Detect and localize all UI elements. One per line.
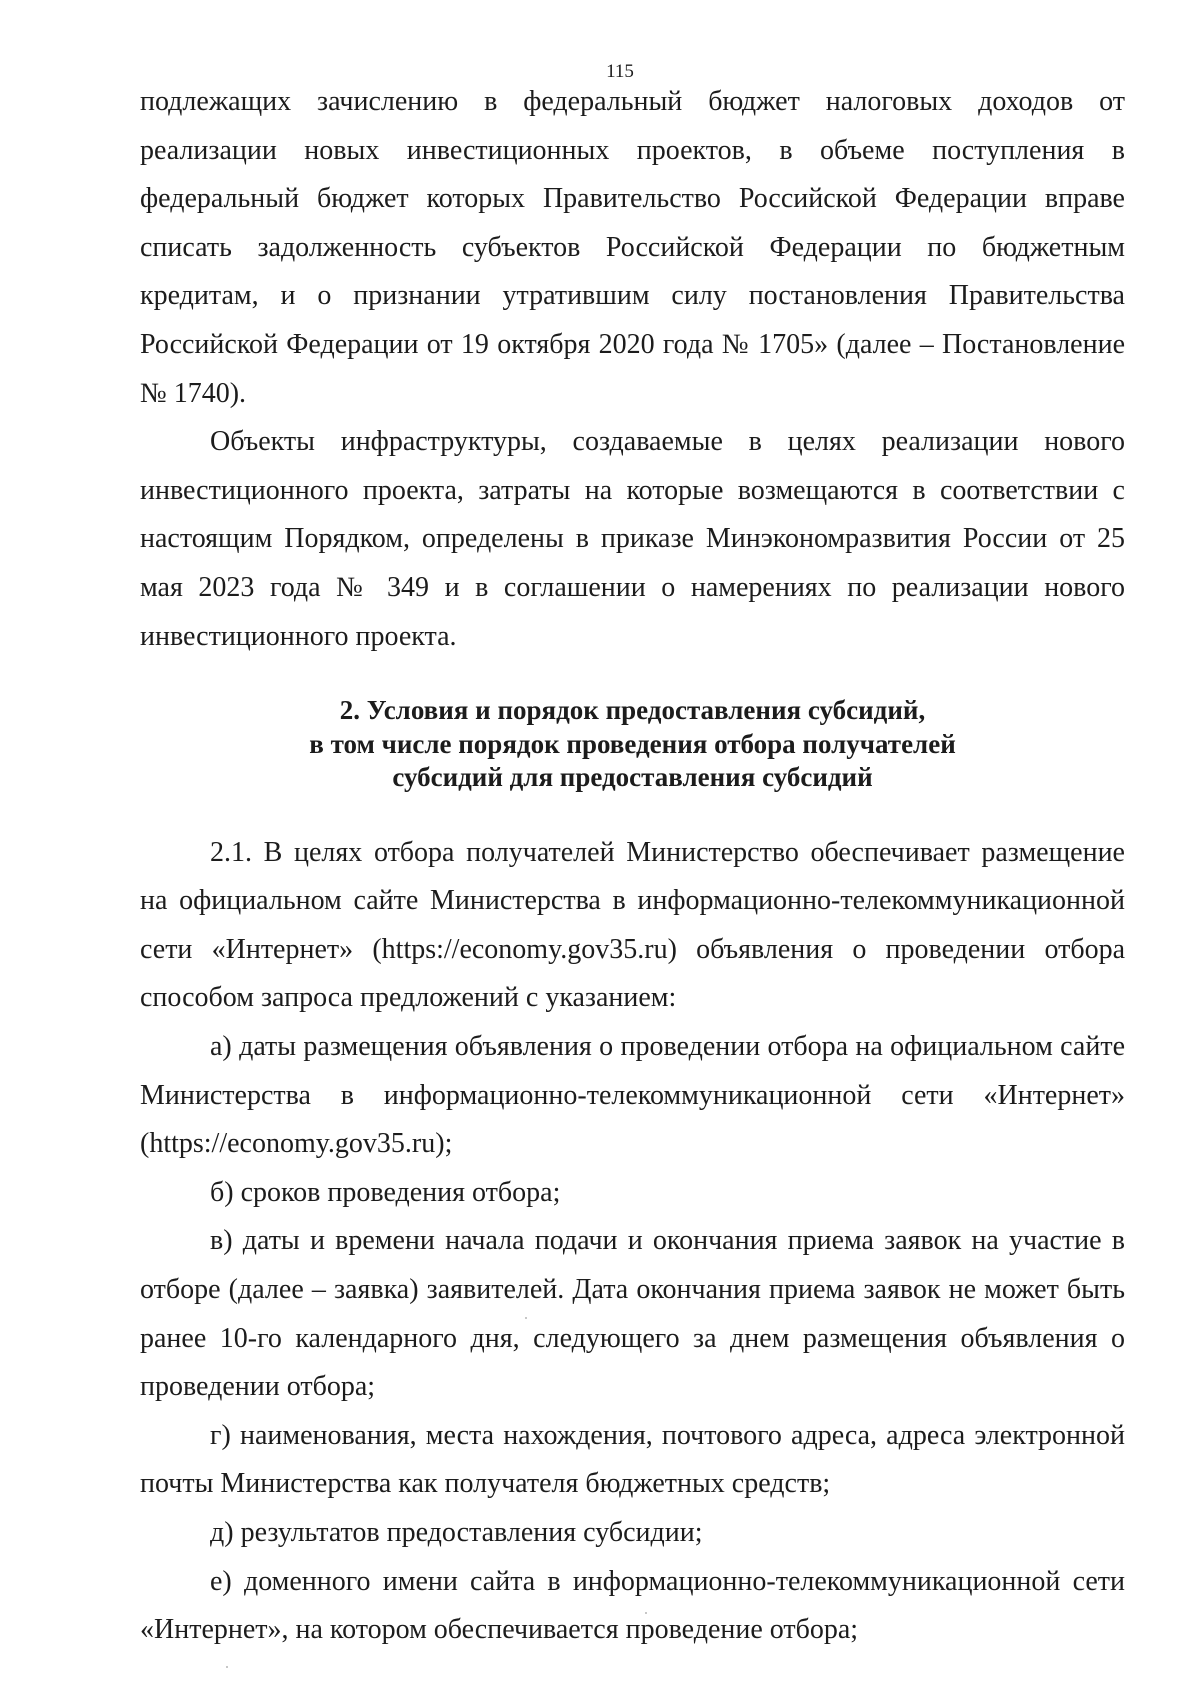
scan-speck (226, 1666, 228, 1668)
paragraph-infrastructure: Объекты инфраструктуры, создаваемые в целях реализации нового инвестиционного проекта, затраты на которые возмещаются в соответствии с настоящим Порядком, определены в приказе Минэкономразвития России от 25 мая 2023 года № 349 и в соглашении о намерениях по реализации нового инвестиционного проекта. (140, 426, 1125, 652)
section-heading-line: 2. Условия и порядок предоставления субсидий, (339, 695, 926, 726)
list-item-d: д) результатов предоставления субсидии; (210, 1516, 703, 1548)
scan-speck (645, 1612, 647, 1614)
scan-speck (525, 1317, 527, 1319)
list-item-b: б) сроков проведения отбора; (210, 1176, 561, 1208)
paragraph-continuation: подлежащих зачислению в федеральный бюджет налоговых доходов от реализации новых инвестиционных проектов, в объеме поступления в федеральный бюджет которых Правительство Российской Федерации вправе списать задолженность субъектов Российской Федерации по бюджетным кредитам, и о признании утратившим силу постановления Правительства Российской Федерации от 19 октября 2020 года № 1705» (далее – Постановление № 1740). (140, 86, 1125, 409)
list-item-a: а) даты размещения объявления о проведении отбора на официальном сайте Министерства в информационно-телекоммуникационной сети «Интернет» (https://economy.gov35.ru); (140, 1031, 1125, 1160)
section-heading-line: в том числе порядок проведения отбора получателей (309, 728, 956, 759)
list-item-v: в) даты и времени начала подачи и окончания приема заявок на участие в отборе (далее – заявка) заявителей. Дата окончания приема заявок не может быть ранее 10-го календарного дня, следующего за днем размещения объявления о проведении отбора; (140, 1225, 1125, 1403)
document-body (140, 78, 1125, 1655)
list-item-g: г) наименования, места нахождения, почтового адреса, адреса электронной почты Министерства как получателя бюджетных средств; (140, 1419, 1125, 1500)
paragraph-2-1: 2.1. В целях отбора получателей Министерство обеспечивает размещение на официальном сайте Министерства в информационно-телекоммуникационной сети «Интернет» (https://economy.gov35.ru) объявления о проведении отбора способом запроса предложений с указанием: (140, 836, 1125, 1014)
list-item-e: е) доменного имени сайта в информационно-телекоммуникационной сети «Интернет», на котором обеспечивается проведение отбора; (140, 1565, 1125, 1646)
section-heading-line: субсидий для предоставления субсидий (392, 762, 873, 793)
section-heading (140, 694, 1125, 795)
page-number: 115 (606, 61, 634, 82)
